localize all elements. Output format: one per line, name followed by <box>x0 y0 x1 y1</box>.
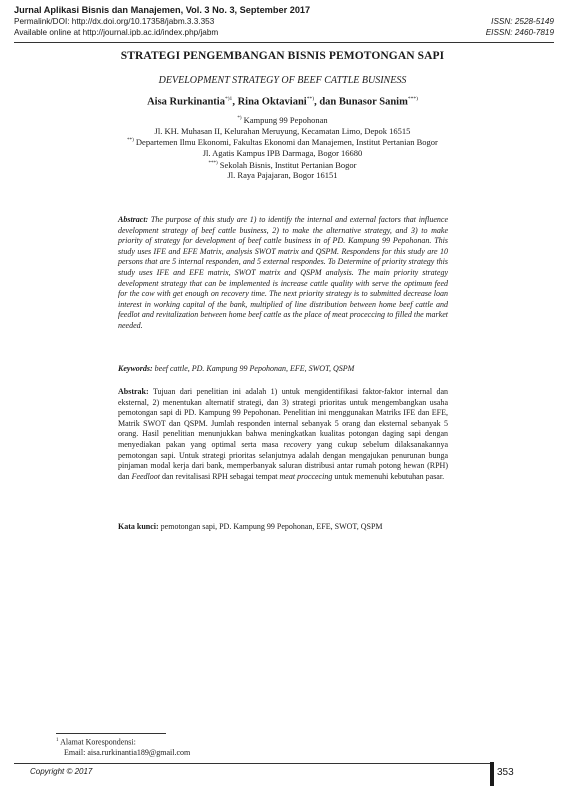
keywords-english <box>118 364 448 373</box>
abstract-label: Abstract: <box>118 215 149 224</box>
author-mark: ***) <box>407 96 418 102</box>
affiliation-mark: *) <box>237 116 242 121</box>
abstrak-emphasis: Feedloot <box>131 471 160 481</box>
kata-kunci-text: pemotongan sapi, PD. Kampung 99 Pepohonan, EFE, SWOT, QSPM <box>160 522 383 531</box>
header-row-online <box>14 27 554 38</box>
abstrak-text: untuk memenuhi kebutuhan pasar. <box>332 471 445 481</box>
affiliation-mark: **) <box>127 138 134 144</box>
affiliation-line: Jl. KH. Muhasan II, Kelurahan Meruyung, Kecamatan Limo, Depok 16515 <box>154 125 411 136</box>
abstrak-emphasis: meat proccecing <box>279 471 333 481</box>
abstract-text: The purpose of this study are 1) to identify the internal and external factors that influence development strategy of beef cattle business, 2) to make the alternative strategy, and 3) to make priority of strategy for development of beef cattle business in of PD. Kampung 99 Pepohonan. This study uses IFE and EFE Matrix, analysis SWOT matrix and QSPM. Respondens for this study are 10 persons that are 5 internal responden, and 5 external respondes. To Determine of priority strategy this study uses IFE and EFE matrix, SWOT matrix and QSPM analysis. The main priority strategy development strategy that can be implemented is increase cattle quality with serve the optimum feed for the cow with get enough on recovery time. The next priority strategy is to submitted decrease loan interest in working capital of the bank, multiplied of line distribution between home beef cattle and feedlot and revitalization between home beef cattle as the place of meat proceccing to filled the market needed. <box>118 215 449 330</box>
affiliations <box>40 114 525 181</box>
footnote-label-line <box>56 736 356 748</box>
header-divider <box>14 42 554 43</box>
abstrak-text: yang cukup sebelum dilaksanakannya pemotongan sapi. Untuk strategi prioritas selanjutnya adalah dengan mengajukan penurunan bunga pinjaman modal kerja dari bank, memperbanyak saluran distribusi antar rumah potong hewan (RPH) dan <box>118 439 448 481</box>
page-number-bar <box>490 762 494 786</box>
affiliation-text: Sekolah Bisnis, Institut Pertanian Bogor <box>219 159 357 170</box>
doi-permalink[interactable]: Permalink/DOI: http://dx.doi.org/10.17358/jabm.3.3.353 <box>14 17 215 26</box>
author-name: Rina Oktaviani <box>237 96 307 108</box>
keywords-label: Keywords: <box>118 364 153 373</box>
footnote-mark: 1 <box>56 738 59 743</box>
affiliation-line: Jl. Agatis Kampus IPB Darmaga, Bogor 16680 <box>202 148 363 159</box>
author-mark: *)1 <box>224 96 233 102</box>
keywords-indonesian <box>118 522 448 531</box>
author-mark: **) <box>306 96 315 102</box>
author-name: Aisa Rurkinantia <box>147 96 225 108</box>
footnote-label: Alamat Korespondensi: <box>60 737 136 747</box>
running-header <box>14 4 554 38</box>
abstract-indonesian <box>118 387 448 482</box>
footnote-divider <box>56 733 166 734</box>
abstrak-label: Abstrak: <box>118 387 149 396</box>
affiliation-line <box>40 114 525 126</box>
author-separator: , dan <box>314 96 339 108</box>
author-separator: , <box>232 96 238 108</box>
affiliation-text: Kampung 99 Pepohonan <box>243 114 328 125</box>
affiliation-line <box>40 159 525 171</box>
author-name: Bunasor Sanim <box>338 96 408 108</box>
online-url[interactable]: Available online at http://journal.ipb.ac.id/index.php/jabm <box>14 28 219 37</box>
affiliation-mark: ***) <box>208 160 218 166</box>
header-row-doi <box>14 16 554 27</box>
kata-kunci-label: Kata kunci: <box>118 522 159 531</box>
page-number: 353 <box>497 767 514 778</box>
footnote-email[interactable]: Email: aisa.rurkinantia189@gmail.com <box>64 747 191 757</box>
copyright: Copyright © 2017 <box>30 767 93 776</box>
footnote <box>56 736 356 758</box>
footer-divider <box>14 763 494 764</box>
issn: ISSN: 2528-5149 <box>491 17 554 26</box>
abstrak-emphasis: recovery <box>283 439 312 449</box>
affiliation-line: Jl. Raya Pajajaran, Bogor 16151 <box>227 170 338 181</box>
journal-name: Jurnal Aplikasi Bisnis dan Manajemen, Vol. 3 No. 3, September 2017 <box>14 5 311 15</box>
abstrak-text: Tujuan dari penelitian ini adalah 1) untuk mengidentifikasi faktor-faktor internal dan eksternal, 2) menentukan alternatif strategi, dan 3) strategi prioritas untuk mengembangkan usaha pemotongan sapi di PD. Kampung 99 Pepohonan. Penelitian ini menggunakan Matriks IFE dan EFE, Matrik SWOT dan QSPM. Jumlah responden internal sebanyak 5 orang dan eksternal sebanyak 5 orang. Hasil penelitian menunjukkan bahwa meningkatkan kualitas potongan daging sapi dengan menyediakan pakan yang optimal serta masa <box>118 387 448 449</box>
paper-title: STRATEGI PENGEMBANGAN BISNIS PEMOTONGAN SAPI <box>120 50 445 62</box>
eissn: EISSN: 2460-7819 <box>485 28 554 37</box>
affiliation-text: Departemen Ilmu Ekonomi, Fakultas Ekonomi dan Manajemen, Institut Pertanian Bogor <box>135 137 438 148</box>
abstract-english <box>118 215 448 332</box>
author-list <box>0 96 565 108</box>
paper-subtitle: DEVELOPMENT STRATEGY OF BEEF CATTLE BUSINESS <box>158 75 407 86</box>
affiliation-line <box>40 136 525 148</box>
keywords-text: beef cattle, PD. Kampung 99 Pepohonan, EFE, SWOT, QSPM <box>154 364 355 373</box>
abstrak-text: dan revitalisasi RPH sebagai tempat <box>160 471 280 481</box>
